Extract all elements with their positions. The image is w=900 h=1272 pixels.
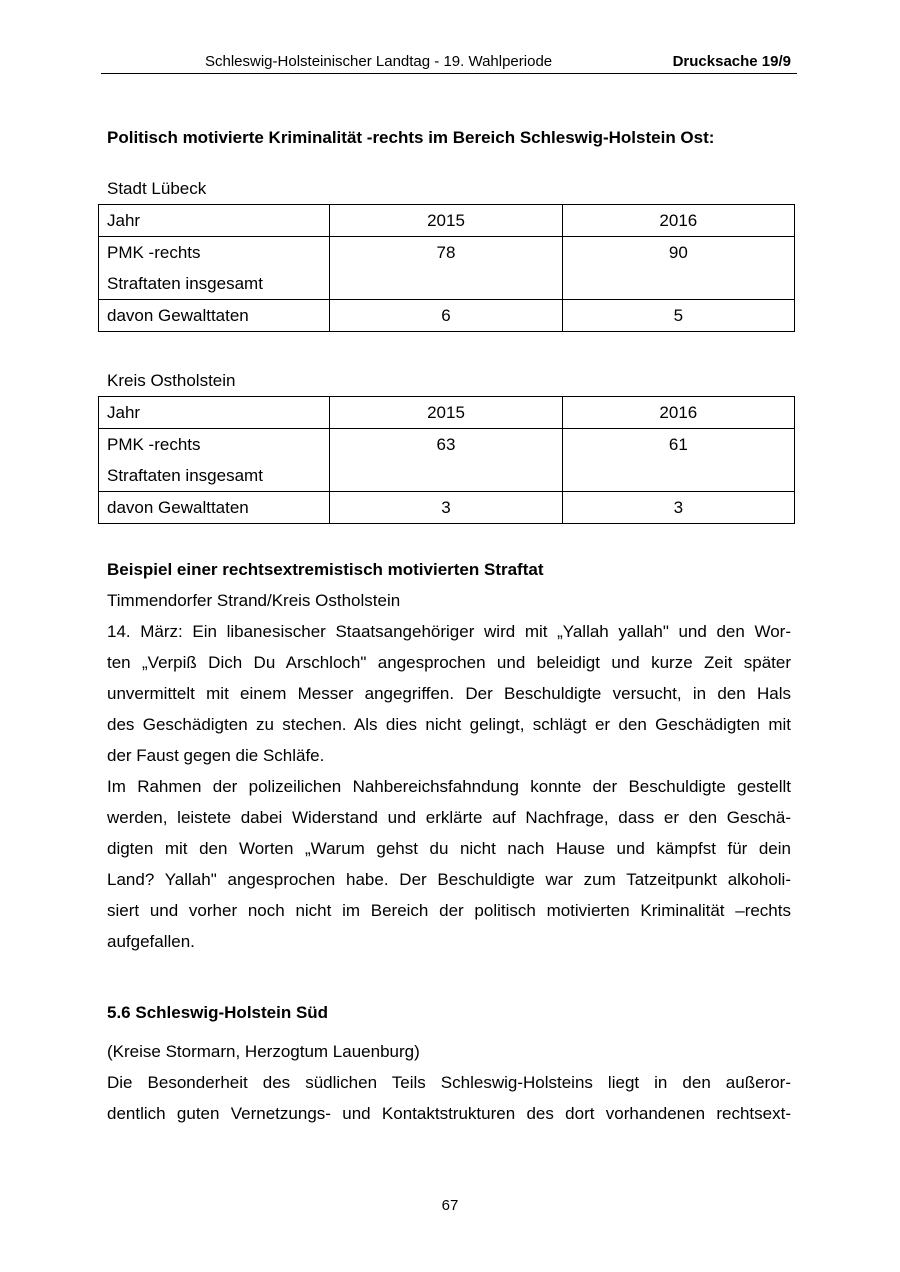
paragraph-line: aufgefallen. bbox=[107, 932, 195, 951]
table-luebeck bbox=[98, 204, 795, 332]
table-cell-value: 5 bbox=[562, 300, 794, 332]
paragraph-line: der Faust gegen die Schläfe. bbox=[107, 746, 325, 765]
table-header-row bbox=[99, 205, 795, 237]
paragraph-line: unvermittelt mit einem Messer angegriffen. Der Beschuldigte versucht, in den Hals bbox=[107, 684, 791, 703]
table-row bbox=[99, 237, 795, 300]
table-header-cell: 2015 bbox=[330, 397, 562, 429]
table-cell-label bbox=[99, 429, 330, 492]
table-cell-value: 3 bbox=[562, 492, 794, 524]
paragraph-line: siert und vorher noch nicht im Bereich der politisch motivierten Kriminalität –rechts bbox=[107, 901, 791, 920]
page-header bbox=[101, 53, 797, 74]
paragraph-line: des Geschädigten zu stechen. Als dies nicht gelingt, schlägt er den Geschädigten mit bbox=[107, 715, 791, 734]
table-row bbox=[99, 429, 795, 492]
table-row bbox=[99, 300, 795, 332]
table-cell-value: 3 bbox=[330, 492, 562, 524]
example-heading: Beispiel einer rechtsextremistisch motivierten Straftat bbox=[107, 560, 544, 579]
table-header-cell: 2016 bbox=[562, 397, 794, 429]
paragraph-line: dentlich guten Vernetzungs- und Kontaktstrukturen des dort vorhandenen rechtsext- bbox=[107, 1104, 791, 1123]
table-label-luebeck: Stadt Lübeck bbox=[107, 179, 207, 198]
table-cell-value: 78 bbox=[330, 237, 562, 300]
row-label-line2: Straftaten insgesamt bbox=[107, 274, 263, 293]
paragraph-line: Land? Yallah" angesprochen habe. Der Beschuldigte war zum Tatzeitpunkt alkoholi- bbox=[107, 870, 791, 889]
table-header-cell: Jahr bbox=[99, 397, 330, 429]
example-location: Timmendorfer Strand/Kreis Ostholstein bbox=[107, 591, 401, 610]
page-body bbox=[107, 122, 791, 1129]
paragraph-line: ten „Verpiß Dich Du Arschloch" angesprochen und beleidigt und kurze Zeit später bbox=[107, 653, 791, 672]
table-cell-label: davon Gewalttaten bbox=[99, 492, 330, 524]
table-header-cell: Jahr bbox=[99, 205, 330, 237]
table-header-cell: 2015 bbox=[330, 205, 562, 237]
example-paragraph-2 bbox=[107, 771, 791, 957]
table-cell-label: davon Gewalttaten bbox=[99, 300, 330, 332]
table-header-row bbox=[99, 397, 795, 429]
table-ostholstein bbox=[98, 396, 795, 524]
page-number: 67 bbox=[441, 1197, 459, 1214]
paragraph-line: werden, leistete dabei Widerstand und erklärte auf Nachfrage, dass er den Geschä- bbox=[107, 808, 791, 827]
table-header-cell: 2016 bbox=[562, 205, 794, 237]
table-cell-value: 63 bbox=[330, 429, 562, 492]
section-5-6-subtitle: (Kreise Stormarn, Herzogtum Lauenburg) bbox=[107, 1042, 420, 1061]
header-title: Schleswig-Holsteinischer Landtag - 19. Wahlperiode bbox=[205, 53, 553, 70]
table-cell-label bbox=[99, 237, 330, 300]
paragraph-line: 14. März: Ein libanesischer Staatsangehöriger wird mit „Yallah yallah" und den Wor- bbox=[107, 622, 791, 641]
section-5-6-heading: 5.6 Schleswig-Holstein Süd bbox=[107, 1003, 329, 1022]
section-5-6-paragraph bbox=[107, 1067, 791, 1129]
row-label-line1: PMK -rechts bbox=[107, 435, 201, 454]
paragraph-line: digten mit den Worten „Warum gehst du nicht nach Hause und kämpfst für dein bbox=[107, 839, 791, 858]
paragraph-line: Im Rahmen der polizeilichen Nahbereichsfahndung konnte der Beschuldigte gestellt bbox=[107, 777, 791, 796]
paragraph-line: Die Besonderheit des südlichen Teils Schleswig-Holsteins liegt in den außeror- bbox=[107, 1073, 791, 1092]
section-title: Politisch motivierte Kriminalität -rechts im Bereich Schleswig-Holstein Ost: bbox=[107, 128, 715, 147]
table-label-ostholstein: Kreis Ostholstein bbox=[107, 371, 236, 390]
row-label-line2: Straftaten insgesamt bbox=[107, 466, 263, 485]
header-doc-ref: Drucksache 19/9 bbox=[672, 53, 791, 70]
table-cell-value: 90 bbox=[562, 237, 794, 300]
example-paragraph-1 bbox=[107, 616, 791, 771]
table-cell-value: 61 bbox=[562, 429, 794, 492]
table-row bbox=[99, 492, 795, 524]
row-label-line1: PMK -rechts bbox=[107, 243, 201, 262]
table-cell-value: 6 bbox=[330, 300, 562, 332]
